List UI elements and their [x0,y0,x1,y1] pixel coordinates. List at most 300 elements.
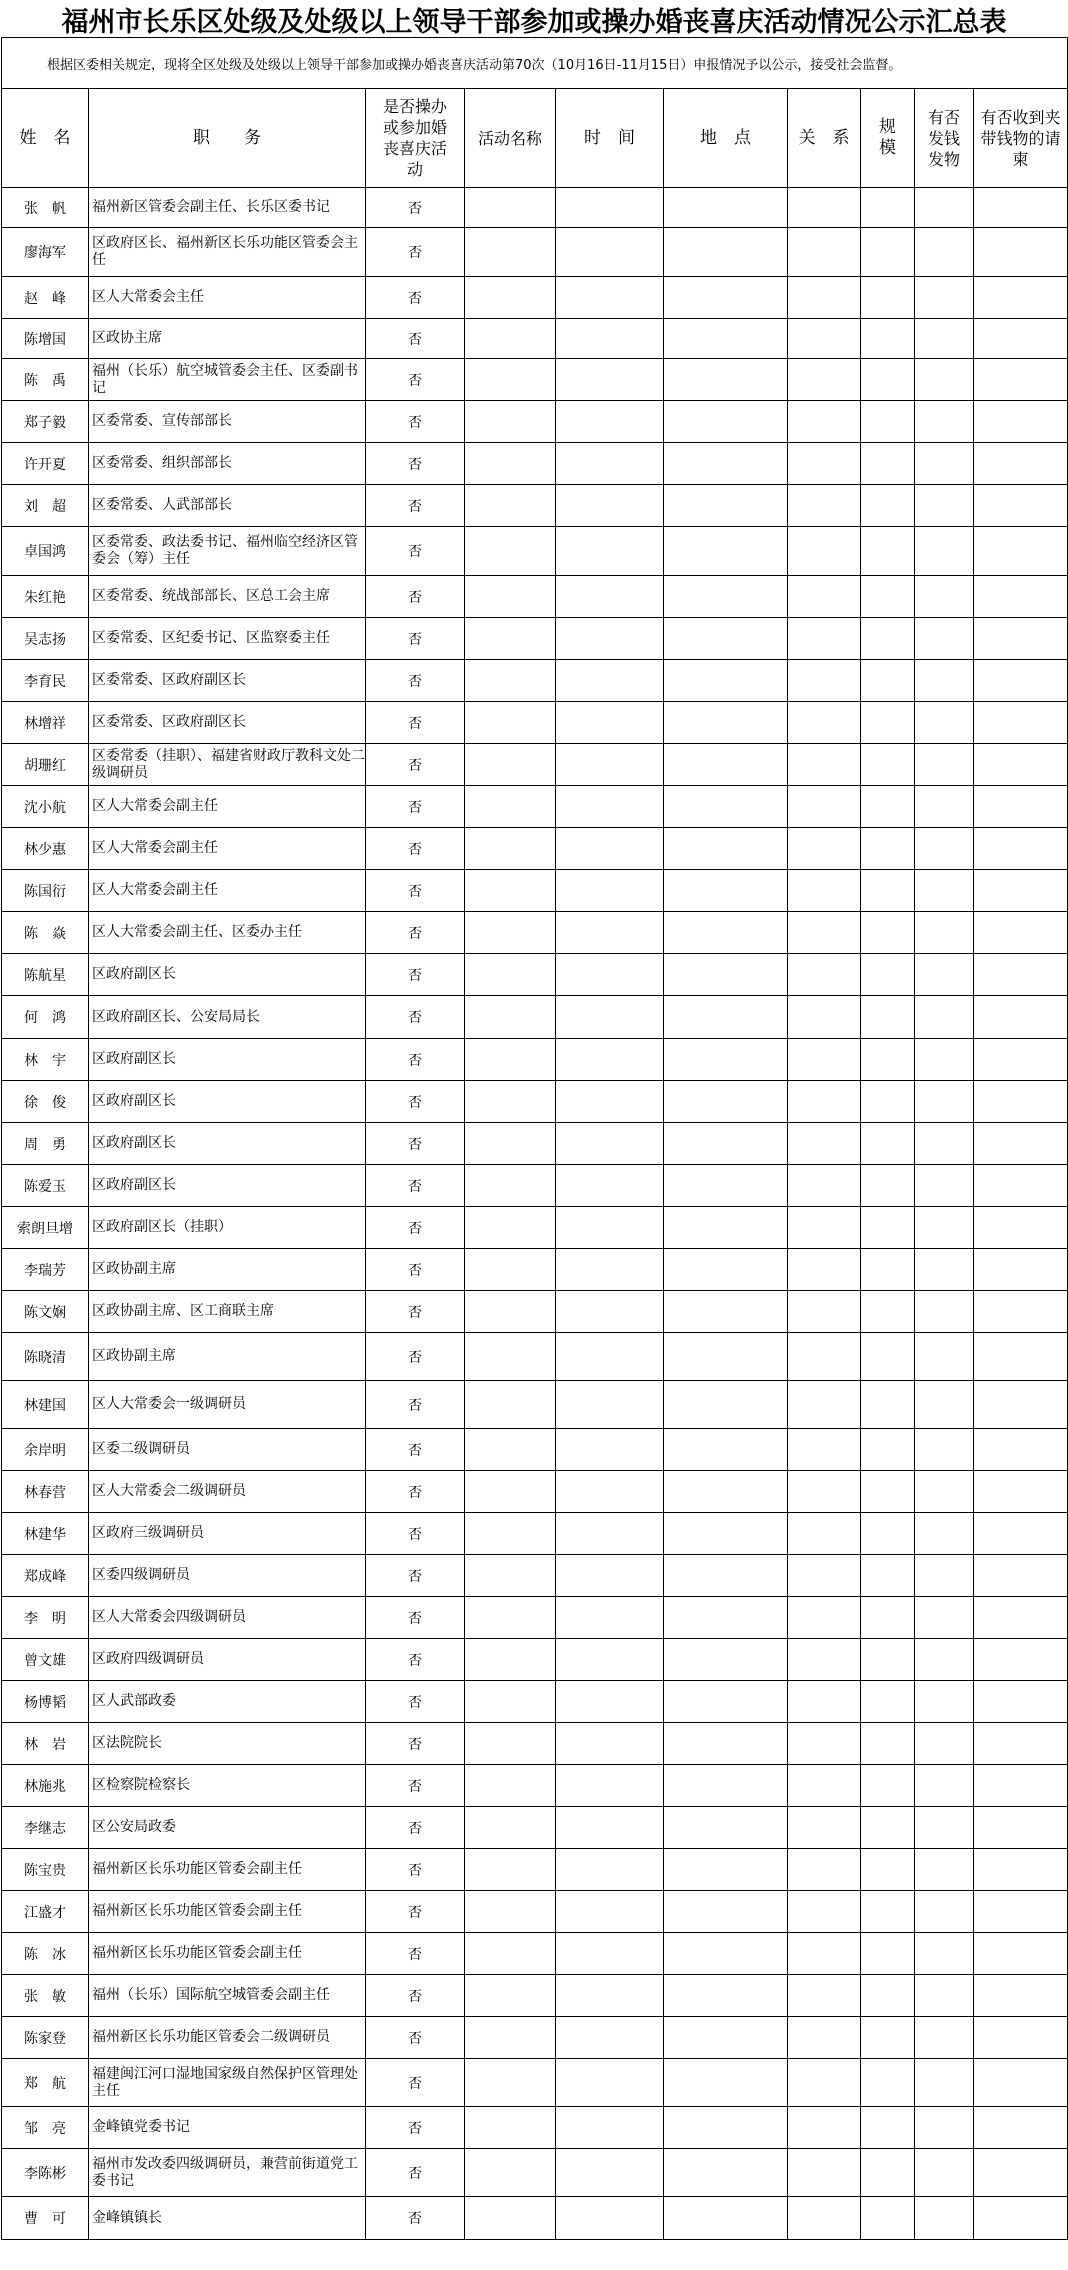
location-cell [664,2197,788,2240]
location-cell [664,1849,788,1891]
money-gifts-cell [915,1513,974,1555]
table-row [2,1975,1068,2017]
time-cell [556,1123,664,1165]
relation-cell [788,870,861,912]
money-gifts-cell [915,1849,974,1891]
header-money-gifts: 有否发钱发物 [915,89,974,188]
activity-name-cell [465,1291,556,1333]
participation-cell: 否 [366,527,465,576]
participation-cell: 否 [366,485,465,527]
activity-name-cell [465,188,556,228]
invitation-money-cell [974,1249,1068,1291]
header-post: 职 务 [89,89,366,188]
participation-cell: 否 [366,1381,465,1429]
time-cell [556,1933,664,1975]
post-cell: 福州新区长乐功能区管委会二级调研员 [89,2017,366,2059]
post-cell: 区人大常委会副主任 [89,828,366,870]
time-cell [556,485,664,527]
money-gifts-cell [915,1555,974,1597]
post-cell: 区政府副区长 [89,1165,366,1207]
post-cell: 区政府三级调研员 [89,1513,366,1555]
activity-name-cell [465,954,556,996]
location-cell [664,1039,788,1081]
invitation-money-cell [974,1039,1068,1081]
name-cell: 何 鸿 [2,996,89,1039]
scale-cell [861,1207,915,1249]
scale-cell [861,1681,915,1723]
activity-name-cell [465,1597,556,1639]
invitation-money-cell [974,576,1068,618]
header-relation: 关 系 [788,89,861,188]
time-cell [556,702,664,744]
table-row [2,2149,1068,2197]
scale-cell [861,786,915,828]
time-cell [556,1807,664,1849]
money-gifts-cell [915,359,974,401]
post-cell: 金峰镇党委书记 [89,2107,366,2149]
table-row [2,1207,1068,1249]
invitation-money-cell [974,359,1068,401]
table-row [2,2017,1068,2059]
money-gifts-cell [915,1807,974,1849]
scale-cell [861,1933,915,1975]
participation-cell: 否 [366,912,465,954]
table-row [2,870,1068,912]
table-row [2,2059,1068,2107]
money-gifts-cell [915,1597,974,1639]
post-cell: 区委常委、区纪委书记、区监察委主任 [89,618,366,660]
name-cell: 陈家登 [2,2017,89,2059]
location-cell [664,2017,788,2059]
time-cell [556,2107,664,2149]
location-cell [664,1165,788,1207]
participation-cell: 否 [366,359,465,401]
name-cell: 陈增国 [2,319,89,359]
relation-cell [788,1207,861,1249]
money-gifts-cell [915,1249,974,1291]
money-gifts-cell [915,2059,974,2107]
scale-cell [861,1975,915,2017]
post-cell: 区人大常委会副主任 [89,870,366,912]
participation-cell: 否 [366,1333,465,1381]
scale-cell [861,2017,915,2059]
name-cell: 索朗旦增 [2,1207,89,1249]
table-row [2,2197,1068,2240]
time-cell [556,319,664,359]
time-cell [556,1081,664,1123]
participation-cell: 否 [366,2017,465,2059]
relation-cell [788,954,861,996]
activity-name-cell [465,485,556,527]
scale-cell [861,870,915,912]
location-cell [664,1291,788,1333]
name-cell: 陈宝贵 [2,1849,89,1891]
invitation-money-cell [974,1513,1068,1555]
activity-name-cell [465,228,556,277]
money-gifts-cell [915,1429,974,1471]
location-cell [664,1597,788,1639]
relation-cell [788,1471,861,1513]
time-cell [556,443,664,485]
post-cell: 区人武部政委 [89,1681,366,1723]
relation-cell [788,660,861,702]
activity-name-cell [465,319,556,359]
participation-cell: 否 [366,1891,465,1933]
participation-cell: 否 [366,1597,465,1639]
money-gifts-cell [915,786,974,828]
post-cell: 区委常委、宣传部部长 [89,401,366,443]
activity-name-cell [465,1681,556,1723]
scale-cell [861,1039,915,1081]
name-cell: 陈爱玉 [2,1165,89,1207]
participation-cell: 否 [366,1081,465,1123]
participation-cell: 否 [366,319,465,359]
money-gifts-cell [915,1381,974,1429]
post-cell: 区人大常委会副主任、区委办主任 [89,912,366,954]
time-cell [556,870,664,912]
participation-cell: 否 [366,1639,465,1681]
relation-cell [788,1933,861,1975]
table-row [2,912,1068,954]
relation-cell [788,1381,861,1429]
activity-name-cell [465,1975,556,2017]
time-cell [556,1639,664,1681]
relation-cell [788,1597,861,1639]
name-cell: 林少惠 [2,828,89,870]
participation-cell: 否 [366,1039,465,1081]
relation-cell [788,912,861,954]
participation-cell: 否 [366,1849,465,1891]
table-row [2,228,1068,277]
location-cell [664,1381,788,1429]
participation-cell: 否 [366,1207,465,1249]
invitation-money-cell [974,1975,1068,2017]
scale-cell [861,1249,915,1291]
table-row [2,786,1068,828]
invitation-money-cell [974,228,1068,277]
scale-cell [861,702,915,744]
relation-cell [788,1639,861,1681]
invitation-money-cell [974,1555,1068,1597]
relation-cell [788,702,861,744]
scale-cell [861,1081,915,1123]
scale-cell [861,576,915,618]
activity-name-cell [465,828,556,870]
activity-name-cell [465,660,556,702]
scale-cell [861,1333,915,1381]
post-cell: 区委常委、政法委书记、福州临空经济区管委会（筹）主任 [89,527,366,576]
table-row [2,443,1068,485]
time-cell [556,1891,664,1933]
name-cell: 刘 超 [2,485,89,527]
activity-name-cell [465,1891,556,1933]
post-cell: 福州新区长乐功能区管委会副主任 [89,1933,366,1975]
time-cell [556,188,664,228]
invitation-money-cell [974,1165,1068,1207]
invitation-money-cell [974,1639,1068,1681]
participation-cell: 否 [366,2197,465,2240]
invitation-money-cell [974,2059,1068,2107]
location-cell [664,1555,788,1597]
header-location: 地 点 [664,89,788,188]
relation-cell [788,1681,861,1723]
table-row [2,1639,1068,1681]
name-cell: 林 岩 [2,1723,89,1765]
relation-cell [788,2059,861,2107]
invitation-money-cell [974,1207,1068,1249]
activity-name-cell [465,1639,556,1681]
invitation-money-cell [974,277,1068,319]
invitation-money-cell [974,443,1068,485]
location-cell [664,1639,788,1681]
scale-cell [861,2197,915,2240]
time-cell [556,1681,664,1723]
post-cell: 区政府副区长（挂职） [89,1207,366,1249]
relation-cell [788,1555,861,1597]
table-row [2,2107,1068,2149]
table-row [2,277,1068,319]
invitation-money-cell [974,1765,1068,1807]
activity-name-cell [465,1081,556,1123]
location-cell [664,1723,788,1765]
scale-cell [861,1513,915,1555]
name-cell: 曾文雄 [2,1639,89,1681]
money-gifts-cell [915,1723,974,1765]
invitation-money-cell [974,660,1068,702]
name-cell: 江盛才 [2,1891,89,1933]
post-cell: 区人大常委会主任 [89,277,366,319]
time-cell [556,1291,664,1333]
name-cell: 林增祥 [2,702,89,744]
activity-name-cell [465,870,556,912]
time-cell [556,1165,664,1207]
name-cell: 陈文娴 [2,1291,89,1333]
post-cell: 区委常委、组织部部长 [89,443,366,485]
name-cell: 李继志 [2,1807,89,1849]
scale-cell [861,1807,915,1849]
time-cell [556,2059,664,2107]
relation-cell [788,1849,861,1891]
name-cell: 林春营 [2,1471,89,1513]
header-activity-name: 活动名称 [465,89,556,188]
post-cell: 福建闽江河口湿地国家级自然保护区管理处主任 [89,2059,366,2107]
name-cell: 徐 俊 [2,1081,89,1123]
name-cell: 李陈彬 [2,2149,89,2197]
invitation-money-cell [974,1081,1068,1123]
time-cell [556,527,664,576]
time-cell [556,277,664,319]
location-cell [664,1807,788,1849]
money-gifts-cell [915,1471,974,1513]
location-cell [664,2059,788,2107]
time-cell [556,786,664,828]
name-cell: 陈 冰 [2,1933,89,1975]
activity-name-cell [465,2059,556,2107]
location-cell [664,912,788,954]
relation-cell [788,786,861,828]
name-cell: 林建国 [2,1381,89,1429]
name-cell: 李瑞芳 [2,1249,89,1291]
header-row [2,89,1068,188]
activity-name-cell [465,1039,556,1081]
location-cell [664,576,788,618]
name-cell: 李 明 [2,1597,89,1639]
scale-cell [861,319,915,359]
money-gifts-cell [915,1165,974,1207]
notice-text: 根据区委相关规定，现将全区处级及处级以上领导干部参加或操办婚丧喜庆活动第70次（10月16日-11月15日）申报情况予以公示，接受社会监督。 [2,38,1068,89]
table-row [2,1249,1068,1291]
money-gifts-cell [915,2017,974,2059]
money-gifts-cell [915,618,974,660]
participation-cell: 否 [366,2059,465,2107]
money-gifts-cell [915,2149,974,2197]
scale-cell [861,618,915,660]
activity-name-cell [465,744,556,786]
invitation-money-cell [974,401,1068,443]
participation-cell: 否 [366,1555,465,1597]
name-cell: 许开夏 [2,443,89,485]
table-row [2,359,1068,401]
name-cell: 邹 亮 [2,2107,89,2149]
money-gifts-cell [915,188,974,228]
post-cell: 区人大常委会四级调研员 [89,1597,366,1639]
scale-cell [861,1639,915,1681]
scale-cell [861,1429,915,1471]
activity-name-cell [465,1381,556,1429]
scale-cell [861,912,915,954]
location-cell [664,228,788,277]
name-cell: 张 帆 [2,188,89,228]
location-cell [664,744,788,786]
activity-name-cell [465,786,556,828]
scale-cell [861,2059,915,2107]
time-cell [556,1597,664,1639]
declaration-table [1,37,1068,2240]
name-cell: 杨博韬 [2,1681,89,1723]
post-cell: 区政府区长、福州新区长乐功能区管委会主任 [89,228,366,277]
money-gifts-cell [915,828,974,870]
time-cell [556,1429,664,1471]
activity-name-cell [465,1765,556,1807]
location-cell [664,1249,788,1291]
scale-cell [861,1291,915,1333]
participation-cell: 否 [366,188,465,228]
name-cell: 张 敏 [2,1975,89,2017]
location-cell [664,1123,788,1165]
header-invitation-money: 有否收到夹带钱物的请柬 [974,89,1068,188]
post-cell: 区政府副区长 [89,1123,366,1165]
time-cell [556,2197,664,2240]
money-gifts-cell [915,912,974,954]
relation-cell [788,277,861,319]
activity-name-cell [465,2149,556,2197]
table-row [2,1039,1068,1081]
activity-name-cell [465,443,556,485]
relation-cell [788,2197,861,2240]
invitation-money-cell [974,1849,1068,1891]
activity-name-cell [465,1165,556,1207]
invitation-money-cell [974,527,1068,576]
name-cell: 余岸明 [2,1429,89,1471]
post-cell: 福州（长乐）国际航空城管委会副主任 [89,1975,366,2017]
participation-cell: 否 [366,2149,465,2197]
location-cell [664,401,788,443]
activity-name-cell [465,1933,556,1975]
name-cell: 郑子毅 [2,401,89,443]
location-cell [664,954,788,996]
money-gifts-cell [915,1291,974,1333]
scale-cell [861,485,915,527]
participation-cell: 否 [366,828,465,870]
name-cell: 林建华 [2,1513,89,1555]
relation-cell [788,1807,861,1849]
activity-name-cell [465,996,556,1039]
money-gifts-cell [915,1681,974,1723]
invitation-money-cell [974,1471,1068,1513]
scale-cell [861,1381,915,1429]
relation-cell [788,1123,861,1165]
relation-cell [788,1333,861,1381]
participation-cell: 否 [366,1471,465,1513]
scale-cell [861,401,915,443]
time-cell [556,660,664,702]
activity-name-cell [465,702,556,744]
activity-name-cell [465,1849,556,1891]
participation-cell: 否 [366,870,465,912]
relation-cell [788,2107,861,2149]
table-row [2,1555,1068,1597]
post-cell: 区法院院长 [89,1723,366,1765]
header-time: 时 间 [556,89,664,188]
money-gifts-cell [915,1765,974,1807]
table-row [2,1123,1068,1165]
location-cell [664,1207,788,1249]
scale-cell [861,527,915,576]
invitation-money-cell [974,702,1068,744]
invitation-money-cell [974,1597,1068,1639]
time-cell [556,744,664,786]
name-cell: 郑 航 [2,2059,89,2107]
activity-name-cell [465,2197,556,2240]
name-cell: 陈国衍 [2,870,89,912]
activity-name-cell [465,1513,556,1555]
post-cell: 区政府副区长 [89,954,366,996]
table-row [2,1891,1068,1933]
name-cell: 周 勇 [2,1123,89,1165]
participation-cell: 否 [366,576,465,618]
post-cell: 区检察院检察长 [89,1765,366,1807]
participation-cell: 否 [366,1249,465,1291]
post-cell: 区委常委、区政府副区长 [89,702,366,744]
participation-cell: 否 [366,1975,465,2017]
money-gifts-cell [915,870,974,912]
time-cell [556,1381,664,1429]
invitation-money-cell [974,2107,1068,2149]
money-gifts-cell [915,1039,974,1081]
name-cell: 胡珊红 [2,744,89,786]
location-cell [664,1429,788,1471]
relation-cell [788,319,861,359]
scale-cell [861,828,915,870]
post-cell: 区委常委、统战部部长、区总工会主席 [89,576,366,618]
activity-name-cell [465,1123,556,1165]
scale-cell [861,954,915,996]
location-cell [664,359,788,401]
table-row [2,1513,1068,1555]
time-cell [556,828,664,870]
invitation-money-cell [974,1891,1068,1933]
scale-cell [861,1765,915,1807]
